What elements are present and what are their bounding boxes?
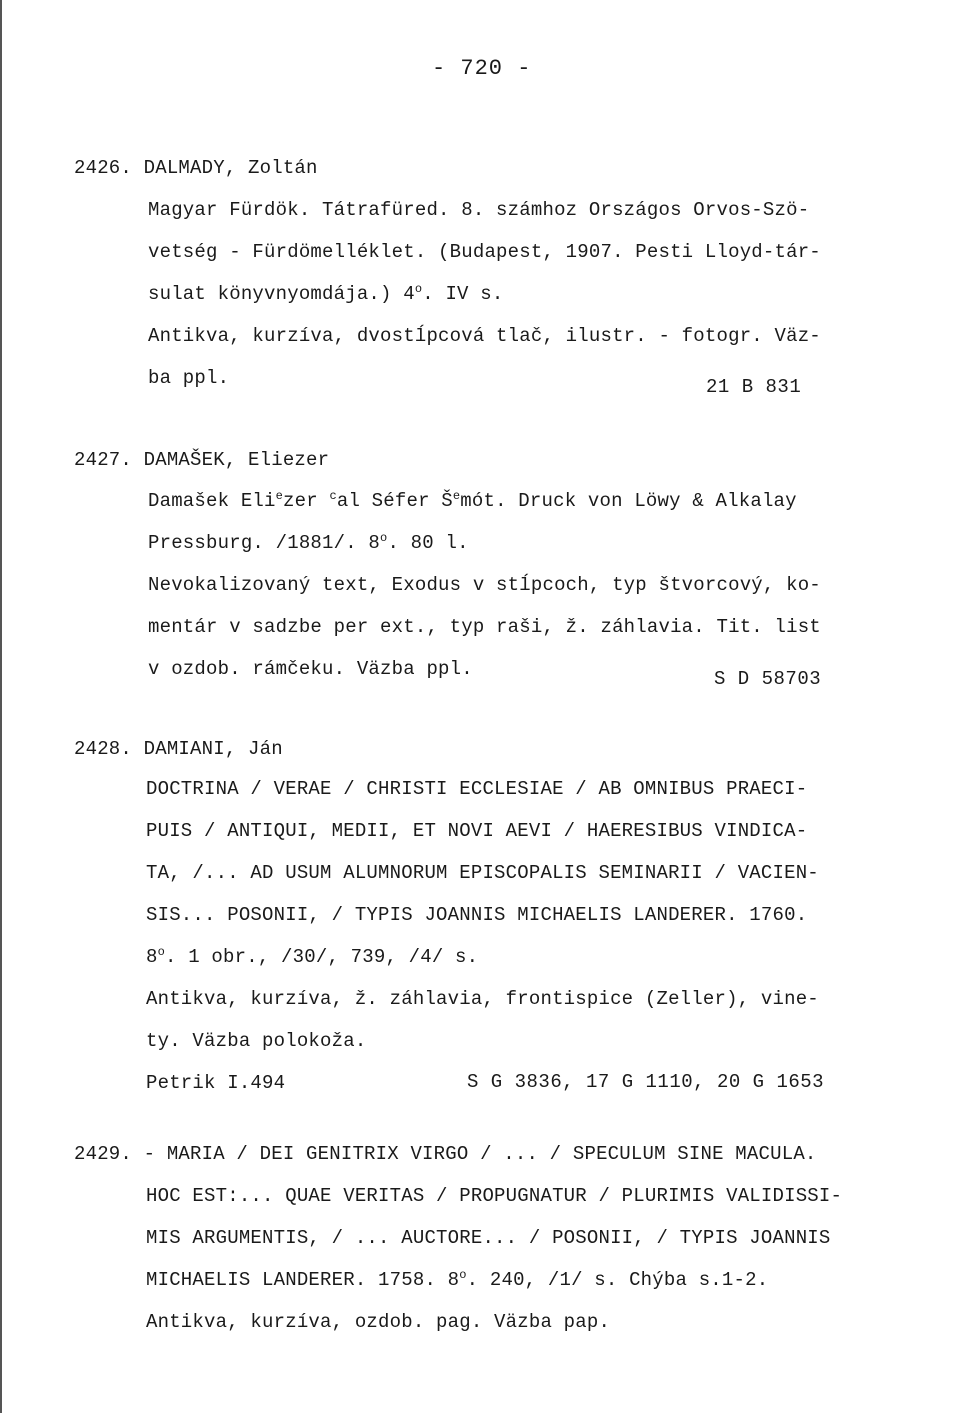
page-number: - 720 - [432,56,532,81]
entry-2427-signature: S D 58703 [714,668,822,690]
entry-2428-line: 8$^o$. 1 obr., /30/, 739, /4/ s. [146,945,479,968]
entry-2428-line: TA, /... AD USUM ALUMNORUM EPISCOPALIS SEMINARII / VACIEN- [146,862,819,884]
entry-2426-signature: 21 B 831 [706,376,802,398]
entry-2429-line: MIS ARGUMENTIS, / ... AUCTORE... / POSONII, / TYPIS JOANNIS [146,1227,831,1249]
entry-2428-line: PUIS / ANTIQUI, MEDII, ET NOVI AEVI / HAERESIBUS VINDICA- [146,820,808,842]
entry-2427-line: v ozdob. rámčeku. Väzba ppl. [148,658,473,680]
entry-2429-line: Antikva, kurzíva, ozdob. pag. Väzba pap. [146,1311,611,1333]
entry-2429-line: MICHAELIS LANDERER. 1758. 8$^o$. 240, /1/ s. Chýba s.1-2. [146,1268,769,1291]
entry-2429-line: HOC EST:... QUAE VERITAS / PROPUGNATUR / PLURIMIS VALIDISSI- [146,1185,843,1207]
entry-2426-line: vetség - Fürdömelléklet. (Budapest, 1907. Pesti Lloyd-tár- [148,241,821,263]
entry-2428-signature: S G 3836, 17 G 1110, 20 G 1653 [467,1071,825,1093]
entry-2428-heading: 2428. DAMIANI, Ján [74,738,283,760]
entry-2427-line: mentár v sadzbe per ext., typ raši, ž. záhlavia. Tit. list [148,616,821,638]
entry-2428-line: SIS... POSONII, / TYPIS JOANNIS MICHAELIS LANDERER. 1760. [146,904,808,926]
entry-2428-line: ty. Väzba polokoža. [146,1030,367,1052]
entry-2427-line: Damašek Eli$^e$zer $^c$al Séfer $Š^emót$. Druck von Löwy & Alkalay [148,489,797,512]
page-edge [0,0,2,1413]
entry-2426-line: Magyar Fürdök. Tátrafüred. 8. számhoz Országos Orvos-Szö- [148,199,810,221]
entry-2427-line: Pressburg. /1881/. 8$^o$. 80 l. [148,531,469,554]
entry-2428-line: Antikva, kurzíva, ž. záhlavia, frontispice (Zeller), vine- [146,988,819,1010]
entry-2427-line: Nevokalizovaný text, Exodus v stĺpcoch, typ štvorcový, ko- [148,574,821,596]
entry-2428-reference: Petrik I.494 [146,1072,286,1094]
entry-2426-heading: 2426. DALMADY, Zoltán [74,157,318,179]
entry-2426-line: Antikva, kurzíva, dvostĺpcová tlač, ilustr. - fotogr. Väz- [148,325,821,347]
entry-2427-heading: 2427. DAMAŠEK, Eliezer [74,449,330,471]
entry-2426-line: ba ppl. [148,367,230,389]
entry-2429-heading: 2429. - MARIA / DEI GENITRIX VIRGO / ... / SPECULUM SINE MACULA. [74,1143,817,1165]
entry-2428-line: DOCTRINA / VERAE / CHRISTI ECCLESIAE / AB OMNIBUS PRAECI- [146,778,808,800]
entry-2426-line: sulat könyvnyomdája.) 4$^o$. IV s. [148,282,504,305]
